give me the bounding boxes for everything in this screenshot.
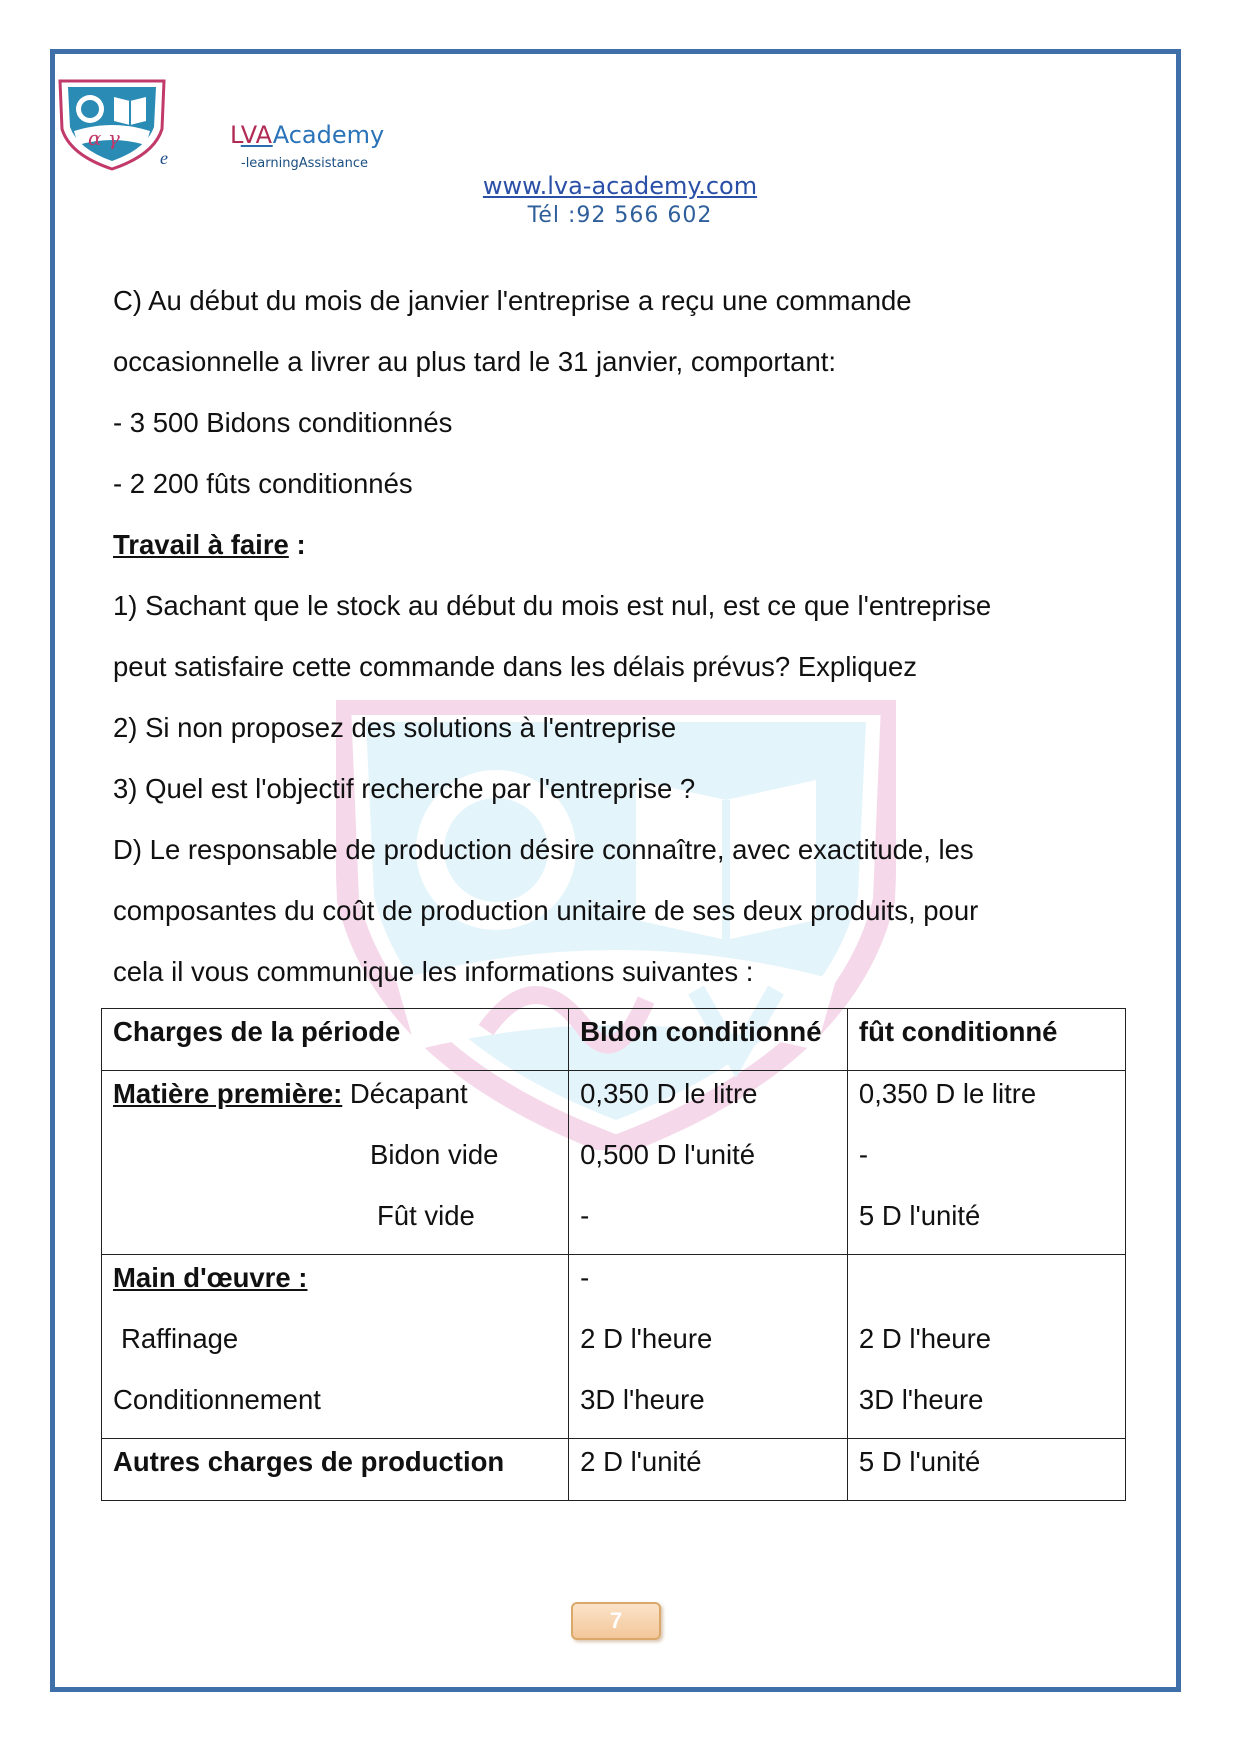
matiere-bidon-cell xyxy=(569,1071,848,1255)
question-line: D) Le responsable de production désire connaître, avec exactitude, les xyxy=(113,834,974,865)
table-header-row xyxy=(102,1009,1126,1071)
autres-label-cell: Autres charges de production xyxy=(102,1439,569,1501)
table-cell-value: 5 D l'unité xyxy=(858,1200,981,1231)
text-line: C) Au début du mois de janvier l'entreprise a reçu une commande xyxy=(113,285,912,316)
phone-number: Tél :92 566 602 xyxy=(527,203,713,228)
matiere-cell xyxy=(102,1071,569,1255)
autres-bidon-cell: 2 D l'unité xyxy=(569,1439,848,1501)
brand-tagline: -learningAssistance xyxy=(241,156,368,171)
header-charges: Charges de la période xyxy=(102,1009,569,1071)
table-cell-value: - xyxy=(580,1200,590,1231)
question-line: 1) Sachant que le stock au début du mois est nul, est ce que l'entreprise xyxy=(113,590,992,621)
main-oeuvre-item: Conditionnement xyxy=(113,1384,321,1415)
brand-l: L xyxy=(230,121,241,149)
brand-name xyxy=(230,121,384,149)
exercise-text xyxy=(113,278,1123,1010)
table-cell-value: 0,350 D le litre xyxy=(858,1078,1037,1109)
matiere-fut-cell xyxy=(847,1071,1125,1255)
table-cell-value: 3D l'heure xyxy=(858,1384,984,1415)
brand-academy: Academy xyxy=(272,121,385,149)
table-row-main-oeuvre xyxy=(102,1255,1126,1439)
matiere-item: Décapant xyxy=(342,1078,468,1109)
brand-va: VA xyxy=(240,121,273,149)
svg-text:α γ: α γ xyxy=(88,126,120,150)
table-cell-value: 2 D l'heure xyxy=(580,1323,713,1354)
table-cell-value: 3D l'heure xyxy=(580,1384,705,1415)
travail-heading-colon: : xyxy=(288,529,306,560)
travail-heading xyxy=(113,522,1123,583)
logo-suffix: e xyxy=(160,148,168,168)
table-row-matiere xyxy=(102,1071,1126,1255)
main-oeuvre-cell xyxy=(102,1255,569,1439)
main-oeuvre-fut-cell xyxy=(847,1255,1125,1439)
table-cell-value: - xyxy=(580,1262,590,1293)
table-cell-value: - xyxy=(858,1139,869,1170)
autres-fut-cell: 5 D l'unité xyxy=(847,1439,1125,1501)
table-cell-value xyxy=(859,1255,1114,1316)
page-number: 7 xyxy=(571,1602,661,1640)
question-line: peut satisfaire cette commande dans les délais prévus? Expliquez xyxy=(113,651,918,682)
matiere-item: Fût vide xyxy=(377,1200,475,1231)
text-line: - 2 200 fûts conditionnés xyxy=(113,468,413,499)
question-line: 2) Si non proposez des solutions à l'entreprise xyxy=(113,712,677,743)
header-fut: fût conditionné xyxy=(847,1009,1125,1071)
text-line: - 3 500 Bidons conditionnés xyxy=(113,407,453,438)
main-oeuvre-bidon-cell xyxy=(569,1255,848,1439)
charges-table xyxy=(101,1008,1126,1501)
lva-shield-logo xyxy=(58,79,166,171)
website-link[interactable]: www.lva-academy.com xyxy=(482,172,758,200)
table-cell-value: 2 D l'heure xyxy=(858,1323,992,1354)
main-oeuvre-label: Main d'œuvre : xyxy=(113,1262,308,1293)
table-cell-value: 0,500 D l'unité xyxy=(580,1139,756,1170)
header-bidon: Bidon conditionné xyxy=(569,1009,848,1071)
travail-heading-label: Travail à faire xyxy=(113,529,289,560)
question-line: composantes du coût de production unitaire de ses deux produits, pour xyxy=(113,895,979,926)
matiere-item: Bidon vide xyxy=(370,1139,499,1170)
text-line: occasionnelle a livrer au plus tard le 31 janvier, comportant: xyxy=(113,346,837,377)
table-row-autres xyxy=(102,1439,1126,1501)
matiere-label: Matière première: xyxy=(113,1078,343,1109)
question-line: 3) Quel est l'objectif recherche par l'entreprise ? xyxy=(113,773,696,804)
main-oeuvre-item: Raffinage xyxy=(121,1323,239,1354)
question-line: cela il vous communique les informations suivantes : xyxy=(113,956,754,987)
table-cell-value: 0,350 D le litre xyxy=(580,1078,758,1109)
